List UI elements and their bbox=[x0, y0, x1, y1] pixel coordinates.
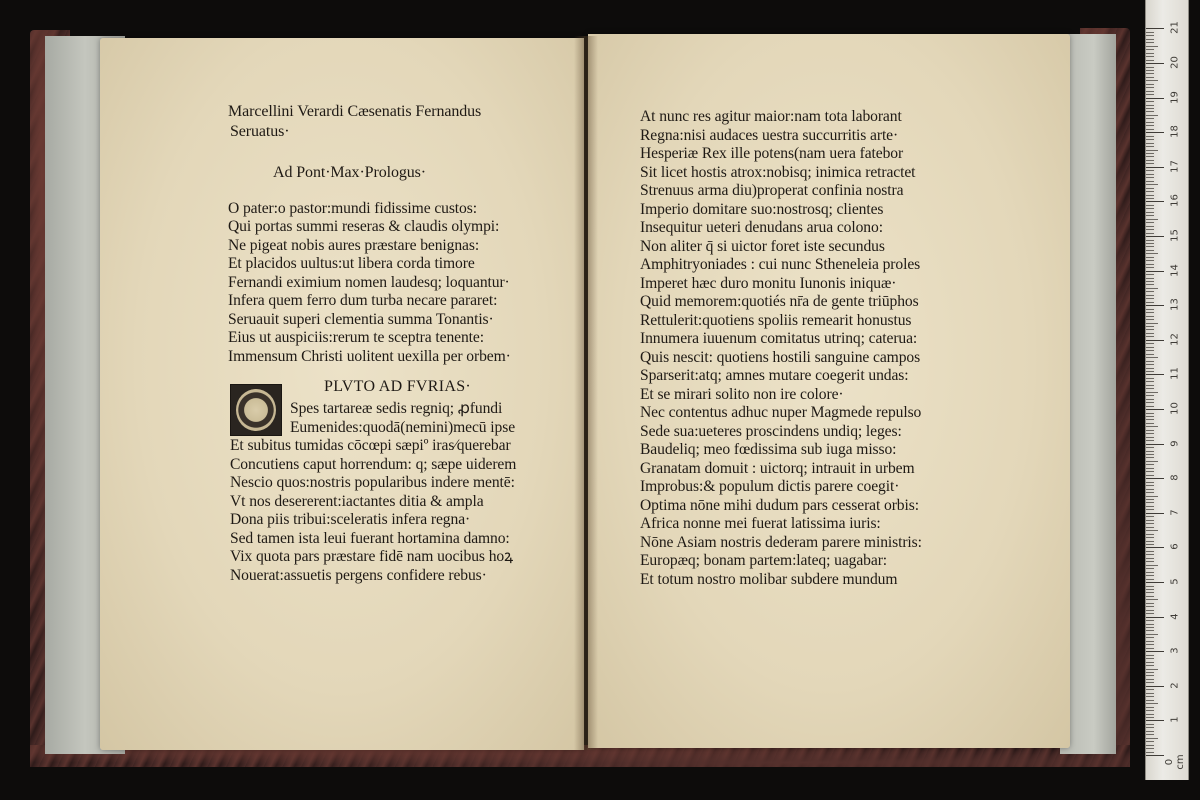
ruler-number: 1 bbox=[1169, 716, 1181, 724]
ruler-tick bbox=[1146, 378, 1154, 379]
ruler-tick bbox=[1146, 696, 1154, 697]
verse-line: Sede sua:ueteres proscindens undiq; leges: bbox=[640, 422, 902, 440]
ruler-tick bbox=[1146, 513, 1164, 514]
ruler-number: 4 bbox=[1169, 612, 1181, 620]
ruler-tick bbox=[1146, 703, 1158, 704]
ruler-tick bbox=[1146, 291, 1154, 292]
ruler-tick bbox=[1146, 357, 1158, 358]
page-heading-line2: Seruatus· bbox=[230, 123, 290, 140]
ruler-tick bbox=[1146, 496, 1158, 497]
ruler-tick bbox=[1146, 73, 1154, 74]
ruler-tick bbox=[1146, 637, 1154, 638]
ruler-number: 17 bbox=[1169, 159, 1181, 173]
ruler-tick bbox=[1146, 710, 1154, 711]
ruler-tick bbox=[1146, 156, 1154, 157]
ruler-tick bbox=[1146, 527, 1154, 528]
ruler-tick bbox=[1146, 374, 1164, 375]
ruler-tick bbox=[1146, 738, 1158, 739]
verse-line: At nunc res agitur maior:nam tota laborant bbox=[640, 108, 902, 125]
ruler-tick bbox=[1146, 229, 1154, 230]
ruler-tick bbox=[1146, 440, 1154, 441]
ruler-tick bbox=[1146, 305, 1164, 306]
ruler-tick bbox=[1146, 502, 1154, 503]
ruler-tick bbox=[1146, 561, 1154, 562]
measuring-ruler bbox=[1145, 0, 1189, 780]
verse-line: Eumenides:quodā(nemini)mecū ipse bbox=[290, 418, 516, 436]
ruler-tick bbox=[1146, 111, 1154, 112]
ruler-tick bbox=[1146, 343, 1154, 344]
ruler-tick bbox=[1146, 617, 1164, 618]
ruler-tick bbox=[1146, 720, 1164, 721]
verse-line: Nouerat:assuetis pergens confidere rebus· bbox=[230, 566, 487, 584]
ruler-tick bbox=[1146, 444, 1164, 445]
ruler-tick bbox=[1146, 700, 1154, 701]
ruler-tick bbox=[1146, 42, 1154, 43]
ruler-tick bbox=[1146, 589, 1154, 590]
ruler-tick bbox=[1146, 205, 1154, 206]
pluto-lines bbox=[230, 437, 516, 585]
ruler-tick bbox=[1146, 49, 1154, 50]
ruler-tick bbox=[1146, 139, 1154, 140]
prologue-verses bbox=[228, 200, 568, 367]
ruler-tick bbox=[1146, 634, 1158, 635]
ruler-tick bbox=[1146, 734, 1154, 735]
ruler-tick bbox=[1146, 520, 1154, 521]
ruler-tick bbox=[1146, 451, 1154, 452]
ruler-tick bbox=[1146, 610, 1154, 611]
ruler-number: 7 bbox=[1169, 509, 1181, 516]
ruler-tick bbox=[1146, 534, 1154, 535]
left-page-text bbox=[228, 102, 568, 366]
ruler-tick bbox=[1146, 682, 1154, 683]
ruler-tick bbox=[1146, 188, 1154, 189]
ruler-tick bbox=[1146, 98, 1164, 99]
ruler-tick bbox=[1146, 658, 1154, 659]
ruler-tick bbox=[1146, 745, 1154, 746]
ruler-tick bbox=[1146, 693, 1154, 694]
ruler-tick bbox=[1146, 478, 1164, 479]
verse-line: Immensum Christi uolitent uexilla per orbem· bbox=[228, 347, 511, 365]
ruler-tick bbox=[1146, 295, 1154, 296]
verse-line: Ne pigeat nobis aures præstare benignas: bbox=[228, 236, 480, 254]
ruler-tick bbox=[1146, 544, 1154, 545]
ruler-tick bbox=[1146, 468, 1154, 469]
verse-line: Innumera iuuenum comitatus utrinq; caterua: bbox=[640, 330, 918, 347]
ruler-tick bbox=[1146, 288, 1158, 289]
ruler-tick bbox=[1146, 409, 1164, 410]
verse-line: Nescio quos:nostris popularibus indere mentē: bbox=[230, 474, 515, 491]
verse-line: Africa nonne mei fuerat latissima iuris: bbox=[640, 515, 881, 532]
ruler-tick bbox=[1146, 118, 1154, 119]
ruler-tick bbox=[1146, 312, 1154, 313]
ruler-tick bbox=[1146, 67, 1154, 68]
ruler-tick bbox=[1146, 350, 1154, 351]
ruler-tick bbox=[1146, 492, 1154, 493]
ruler-tick bbox=[1146, 236, 1164, 237]
ruler-tick bbox=[1146, 707, 1154, 708]
ruler-tick bbox=[1146, 329, 1154, 330]
ruler-tick bbox=[1146, 354, 1154, 355]
ruler-tick bbox=[1146, 537, 1154, 538]
verse-line: Concutiens caput horrendum: q; sæpe uiderem bbox=[230, 455, 517, 473]
ruler-tick bbox=[1146, 672, 1154, 673]
verse-line: Et totum nostro molibar subdere mundum bbox=[640, 570, 898, 588]
ruler-tick bbox=[1146, 146, 1154, 147]
ruler-tick bbox=[1146, 575, 1154, 576]
ruler-tick bbox=[1146, 686, 1164, 687]
ruler-number: 10 bbox=[1169, 402, 1181, 415]
ruler-tick bbox=[1146, 163, 1154, 164]
ruler-tick bbox=[1146, 347, 1154, 348]
ruler-tick bbox=[1146, 284, 1154, 285]
ruler-tick bbox=[1146, 105, 1154, 106]
verse-line: Amphitryoniades : cui nunc Stheneleia proles bbox=[640, 256, 921, 273]
ruler-tick bbox=[1146, 170, 1154, 171]
ruler-tick bbox=[1146, 257, 1154, 258]
ruler-tick bbox=[1146, 741, 1154, 742]
ruler-number: 6 bbox=[1169, 543, 1181, 551]
ruler-tick bbox=[1146, 35, 1154, 36]
ruler-tick bbox=[1146, 627, 1154, 628]
ruler-tick bbox=[1146, 63, 1164, 64]
ruler-number: 2 bbox=[1169, 682, 1181, 689]
ruler-tick bbox=[1146, 679, 1154, 680]
ruler-tick bbox=[1146, 122, 1154, 123]
ruler-tick bbox=[1146, 281, 1154, 282]
ruler-tick bbox=[1146, 592, 1154, 593]
ruler-tick bbox=[1146, 246, 1154, 247]
verse-line: Sparserit:atq; amnes mutare coegerit undas: bbox=[640, 367, 909, 384]
ruler-tick bbox=[1146, 392, 1158, 393]
ruler-tick bbox=[1146, 395, 1154, 396]
ruler-tick bbox=[1146, 184, 1158, 185]
ruler-tick bbox=[1146, 260, 1154, 261]
ruler-tick bbox=[1146, 150, 1158, 151]
ruler-number: 18 bbox=[1169, 125, 1181, 139]
ruler-tick bbox=[1146, 551, 1154, 552]
ruler-tick bbox=[1146, 506, 1154, 507]
verse-line: Vix quota pars præstare fidē nam uocibus hoꝝ bbox=[230, 548, 514, 565]
ruler-number: 19 bbox=[1169, 90, 1181, 104]
ruler-tick bbox=[1146, 755, 1164, 756]
ruler-tick bbox=[1146, 489, 1154, 490]
ruler-tick bbox=[1146, 174, 1154, 175]
ruler-tick bbox=[1146, 371, 1154, 372]
ruler-tick bbox=[1146, 731, 1154, 732]
verse-line: Granatam domuit : uictorq; intrauit in urbem bbox=[640, 459, 915, 477]
ruler-tick bbox=[1146, 558, 1154, 559]
decorated-initial-o bbox=[230, 384, 282, 436]
ruler-number: 14 bbox=[1169, 263, 1181, 277]
ruler-tick bbox=[1146, 655, 1154, 656]
ruler-tick bbox=[1146, 177, 1154, 178]
ruler-tick bbox=[1146, 482, 1154, 483]
verse-line: Regna:nisi audaces uestra succurritis arte· bbox=[640, 126, 899, 144]
verse-line: Dona piis tribui:sceleratis infera regna· bbox=[230, 511, 471, 528]
verse-line: Seruauit superi clementia summa Tonantis· bbox=[228, 310, 494, 328]
ruler-tick bbox=[1146, 430, 1154, 431]
verse-line: Quis nescit: quotiens hostili sanguine campos bbox=[640, 348, 921, 366]
ruler-unit-label: 0 cm bbox=[1164, 754, 1186, 770]
ruler-tick bbox=[1146, 457, 1154, 458]
ruler-tick bbox=[1146, 94, 1154, 95]
ruler-tick bbox=[1146, 32, 1154, 33]
ruler-tick bbox=[1146, 191, 1154, 192]
ruler-number: 16 bbox=[1169, 194, 1181, 208]
ruler-tick bbox=[1146, 243, 1154, 244]
ruler-tick bbox=[1146, 361, 1154, 362]
ruler-tick bbox=[1146, 599, 1158, 600]
ruler-tick bbox=[1146, 198, 1154, 199]
verse-line: Europæq; bonam partem:lateq; uagabar: bbox=[640, 552, 888, 569]
ruler-tick bbox=[1146, 364, 1154, 365]
verse-line: Strenuus arma diu)properat confinia nostra bbox=[640, 182, 904, 199]
ruler-tick bbox=[1146, 388, 1154, 389]
ruler-tick bbox=[1146, 586, 1154, 587]
verse-line: Optima nōne mihi dudum pars cesserat orbis: bbox=[640, 496, 919, 514]
ruler-tick bbox=[1146, 298, 1154, 299]
ruler-tick bbox=[1146, 201, 1164, 202]
ruler-tick bbox=[1146, 613, 1154, 614]
ruler-tick bbox=[1146, 568, 1154, 569]
ruler-number: 13 bbox=[1169, 298, 1181, 312]
ruler-tick bbox=[1146, 267, 1154, 268]
ruler-tick bbox=[1146, 689, 1154, 690]
ruler-tick bbox=[1146, 46, 1158, 47]
verse-line: O pater:o pastor:mundi fidissime custos: bbox=[228, 199, 477, 217]
ruler-tick bbox=[1146, 475, 1154, 476]
ruler-tick bbox=[1146, 108, 1154, 109]
ruler-tick bbox=[1146, 208, 1154, 209]
ruler-tick bbox=[1146, 264, 1154, 265]
ruler-tick bbox=[1146, 143, 1154, 144]
ruler-tick bbox=[1146, 727, 1154, 728]
ruler-tick bbox=[1146, 181, 1154, 182]
verse-line: Imperio domitare suo:nostrosq; clientes bbox=[640, 200, 884, 218]
ruler-tick bbox=[1146, 136, 1154, 137]
ruler-tick bbox=[1146, 603, 1154, 604]
ruler-tick bbox=[1146, 471, 1154, 472]
ruler-tick bbox=[1146, 28, 1164, 29]
verse-line: Nōne Asiam nostris dederam parere ministris: bbox=[640, 533, 922, 551]
verse-line: Sit licet hostis atrox:nobisq; inimica retractet bbox=[640, 163, 916, 181]
ruler-tick bbox=[1146, 641, 1154, 642]
book-gutter bbox=[574, 36, 598, 750]
ruler-tick bbox=[1146, 423, 1154, 424]
verse-line: Spes tartareæ sedis regniq; ꝓfundi bbox=[290, 400, 503, 417]
ruler-tick bbox=[1146, 402, 1154, 403]
ruler-tick bbox=[1146, 215, 1154, 216]
verse-line: Hesperiæ Rex ille potens(nam uera fatebor bbox=[640, 145, 904, 162]
ruler-tick bbox=[1146, 70, 1154, 71]
ruler-tick bbox=[1146, 129, 1154, 130]
verse-line: Rettulerit:quotiens spoliis remearit honustus bbox=[640, 311, 912, 329]
ruler-tick bbox=[1146, 669, 1158, 670]
ruler-tick bbox=[1146, 319, 1154, 320]
right-page-text bbox=[640, 108, 970, 589]
ruler-tick bbox=[1146, 302, 1154, 303]
ruler-tick bbox=[1146, 624, 1154, 625]
ruler-tick bbox=[1146, 579, 1154, 580]
ruler-tick bbox=[1146, 309, 1154, 310]
ruler-number: 11 bbox=[1169, 367, 1181, 381]
ruler-tick bbox=[1146, 582, 1164, 583]
ruler-number: 12 bbox=[1169, 332, 1181, 346]
ruler-tick bbox=[1146, 606, 1154, 607]
ruler-tick bbox=[1146, 499, 1154, 500]
verse-line: Nec contentus adhuc nuper Magmede repulso bbox=[640, 404, 922, 421]
ruler-tick bbox=[1146, 80, 1158, 81]
ruler-tick bbox=[1146, 195, 1154, 196]
ruler-tick bbox=[1146, 461, 1158, 462]
ruler-tick bbox=[1146, 717, 1154, 718]
page-heading-line1: Marcellini Verardi Cæsenatis Fernandus bbox=[228, 103, 482, 120]
verse-line: Vt nos desererent:iactantes ditia & ampla bbox=[230, 492, 484, 510]
ruler-tick bbox=[1146, 53, 1154, 54]
ruler-number: 8 bbox=[1169, 474, 1181, 481]
ruler-tick bbox=[1146, 381, 1154, 382]
ruler-tick bbox=[1146, 125, 1154, 126]
ruler-tick bbox=[1146, 437, 1154, 438]
ruler-tick bbox=[1146, 516, 1154, 517]
ruler-tick bbox=[1146, 77, 1154, 78]
ruler-tick bbox=[1146, 454, 1154, 455]
ruler-tick bbox=[1146, 340, 1164, 341]
ruler-tick bbox=[1146, 485, 1154, 486]
ruler-tick bbox=[1146, 278, 1154, 279]
verse-line: Et se mirari solito non ire colore· bbox=[640, 385, 844, 403]
ruler-tick bbox=[1146, 565, 1158, 566]
ruler-tick bbox=[1146, 433, 1154, 434]
ruler-tick bbox=[1146, 274, 1154, 275]
initial-ornament-icon bbox=[236, 389, 276, 431]
ruler-number: 5 bbox=[1169, 578, 1181, 585]
prologus-heading: Ad Pont·Max·Prologus· bbox=[273, 164, 427, 181]
verse-line: Imperet hæc duro monitu Iunonis iniquæ· bbox=[640, 274, 897, 292]
ruler-tick bbox=[1146, 572, 1154, 573]
verse-line: Qui portas summi reseras & claudis olympi: bbox=[228, 218, 500, 235]
ruler-tick bbox=[1146, 212, 1154, 213]
ruler-tick bbox=[1146, 101, 1154, 102]
ruler-tick bbox=[1146, 665, 1154, 666]
ruler-tick bbox=[1146, 253, 1158, 254]
ruler-tick bbox=[1146, 385, 1154, 386]
ruler-tick bbox=[1146, 316, 1154, 317]
ruler-tick bbox=[1146, 132, 1164, 133]
ruler-tick bbox=[1146, 333, 1154, 334]
ruler-tick bbox=[1146, 60, 1154, 61]
ruler-tick bbox=[1146, 662, 1154, 663]
ruler-number: 20 bbox=[1169, 56, 1181, 69]
ruler-tick bbox=[1146, 648, 1154, 649]
ruler-tick bbox=[1146, 714, 1154, 715]
ruler-tick bbox=[1146, 233, 1154, 234]
ruler-tick bbox=[1146, 160, 1154, 161]
ruler-tick bbox=[1146, 523, 1154, 524]
ruler-tick bbox=[1146, 91, 1154, 92]
ruler-tick bbox=[1146, 219, 1158, 220]
ruler-tick bbox=[1146, 167, 1164, 168]
verse-line: Et placidos uultus:ut libera corda timore bbox=[228, 255, 475, 272]
verse-line: Eius ut auspiciis:rerum te sceptra tenente: bbox=[228, 329, 484, 346]
ruler-tick bbox=[1146, 326, 1154, 327]
verse-line: Baudeliq; meo fœdissima sub iuga misso: bbox=[640, 441, 897, 458]
ruler-tick bbox=[1146, 84, 1154, 85]
ruler-tick bbox=[1146, 406, 1154, 407]
ruler-tick bbox=[1146, 271, 1164, 272]
ruler-tick bbox=[1146, 153, 1154, 154]
ruler-tick bbox=[1146, 447, 1154, 448]
ruler-tick bbox=[1146, 115, 1158, 116]
pluto-indented-lines bbox=[290, 400, 515, 437]
ruler-number: 15 bbox=[1169, 229, 1181, 242]
verse-line: Sed tamen ista leui fuerant hortamina damno: bbox=[230, 529, 510, 547]
ruler-tick bbox=[1146, 752, 1154, 753]
ruler-tick bbox=[1146, 651, 1164, 652]
ruler-tick bbox=[1146, 240, 1154, 241]
ruler-tick bbox=[1146, 554, 1154, 555]
ruler-tick bbox=[1146, 336, 1154, 337]
ruler-number: 3 bbox=[1169, 647, 1181, 654]
ruler-tick bbox=[1146, 547, 1164, 548]
ruler-number: 9 bbox=[1169, 439, 1181, 447]
verse-line: Improbus:& populum dictis parere coegit· bbox=[640, 478, 900, 495]
verse-line: Fernandi eximium nomen laudesq; loquantur· bbox=[228, 273, 510, 291]
verse-line: Quid memorem:quotiés nr̄a de gente triūphos bbox=[640, 293, 919, 310]
ruler-tick bbox=[1146, 541, 1154, 542]
ruler-tick bbox=[1146, 226, 1154, 227]
ruler-tick bbox=[1146, 464, 1154, 465]
section-heading-pluto: PLVTO AD FVRIAS· bbox=[324, 378, 472, 395]
ruler-tick bbox=[1146, 413, 1154, 414]
ruler-tick bbox=[1146, 87, 1154, 88]
ruler-number: 21 bbox=[1169, 21, 1181, 35]
verse-line: Insequitur ueteri denudans arua colono: bbox=[640, 219, 883, 236]
ruler-tick bbox=[1146, 748, 1154, 749]
ruler-tick bbox=[1146, 416, 1154, 417]
verse-line: Et subitus tumidas cōcœpi sæpiº iras⁄querebar bbox=[230, 437, 511, 454]
ruler-tick bbox=[1146, 530, 1158, 531]
ruler-tick bbox=[1146, 596, 1154, 597]
ruler-tick bbox=[1146, 323, 1158, 324]
ruler-tick bbox=[1146, 644, 1154, 645]
ruler-tick bbox=[1146, 509, 1154, 510]
ruler-tick bbox=[1146, 39, 1154, 40]
ruler-tick bbox=[1146, 426, 1158, 427]
verse-line: Infera quem ferro dum turba necare pararet: bbox=[228, 292, 498, 309]
ruler-tick bbox=[1146, 56, 1154, 57]
ruler-tick bbox=[1146, 368, 1154, 369]
ruler-tick bbox=[1146, 399, 1154, 400]
ruler-tick bbox=[1146, 620, 1154, 621]
ruler-tick bbox=[1146, 222, 1154, 223]
ruler-tick bbox=[1146, 419, 1154, 420]
ruler-tick bbox=[1146, 250, 1154, 251]
ruler-tick bbox=[1146, 724, 1154, 725]
ruler-tick bbox=[1146, 675, 1154, 676]
verse-line: Non aliter q̄ si uictor foret iste secundus bbox=[640, 237, 885, 255]
ruler-tick bbox=[1146, 630, 1154, 631]
